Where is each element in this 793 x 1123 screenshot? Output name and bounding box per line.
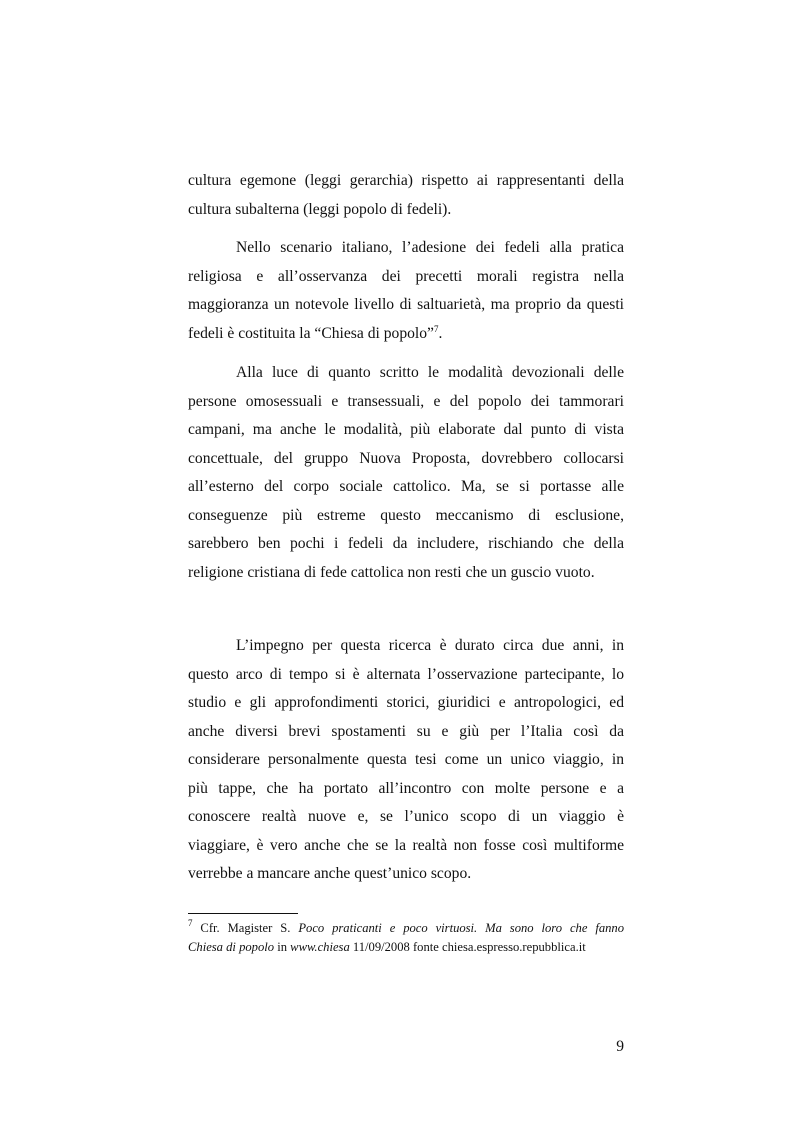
paragraph-4 — [188, 632, 624, 889]
footnote-number: 7 — [188, 918, 193, 928]
footnote-source: 11/09/2008 fonte chiesa.espresso.repubblica.it — [352, 940, 586, 954]
footnote-divider — [188, 913, 298, 914]
footnote-title: Poco praticanti e poco virtuosi. Ma sono loro che fanno — [298, 921, 625, 935]
text-line: questo arco di tempo si è alternata l’osservazione partecipante, lo — [188, 665, 624, 683]
text-line: conoscere realtà nuove e, se l’unico scopo di un viaggio è — [188, 808, 624, 825]
text-line: più tappe, che ha portato all’incontro con molte persone e a — [188, 779, 624, 797]
footnote-in: in — [277, 940, 288, 954]
text-line: verrebbe a mancare anche quest’unico scopo. — [188, 865, 472, 882]
footnote — [188, 919, 624, 957]
text-line: religione cristiana di fede cattolica non resti che un guscio vuoto. — [188, 563, 595, 581]
text-line: concettuale, del gruppo Nuova Proposta, dovrebbero collocarsi — [188, 449, 624, 467]
text-line: cultura subalterna (leggi popolo di fedeli). — [188, 200, 452, 218]
text-line: studio e gli approfondimenti storici, giuridici e antropologici, ed — [188, 694, 624, 711]
text-line-with-note — [188, 320, 624, 349]
text-line: fedeli è costituita la “Chiesa di popolo” — [188, 324, 434, 342]
text-line: all’esterno del corpo sociale cattolico. Ma, se si portasse alle — [188, 478, 624, 495]
text-line: maggioranza un notevole livello di saltuarietà, ma proprio da questi — [188, 296, 624, 313]
text-line: persone omosessuali e transessuali, e del popolo dei tammorari — [188, 392, 624, 410]
text-line: Nello scenario italiano, l’adesione dei fedeli alla pratica — [236, 239, 624, 256]
footnote-site: www.chiesa — [290, 940, 350, 954]
text-line: campani, ma anche le modalità, più elaborate dal punto di vista — [188, 421, 624, 438]
footnote-author: Cfr. Magister S. — [200, 921, 291, 935]
text-line: conseguenze più estreme questo meccanismo di esclusione, — [188, 506, 624, 524]
footnote-line — [188, 938, 624, 957]
paragraph-2 — [188, 234, 624, 348]
sentence-end: . — [438, 324, 443, 342]
footnote-title-cont: Chiesa di popolo — [188, 940, 275, 954]
text-line: L’impegno per questa ricerca è durato circa due anni, in — [236, 637, 624, 654]
text-line: religiosa e all’osservanza dei precetti morali registra nella — [188, 267, 624, 285]
text-line: Alla luce di quanto scritto le modalità devozionali delle — [236, 364, 624, 381]
text-line: sarebbero ben pochi i fedeli da includere, rischiando che della — [188, 535, 624, 552]
footnote-reference[interactable]: 7 — [433, 323, 439, 334]
paragraph-1 — [188, 167, 624, 224]
text-line: viaggiare, è vero anche che se la realtà non fosse così multiforme — [188, 836, 624, 854]
footnote-line — [188, 919, 624, 938]
page-number: 9 — [616, 1038, 624, 1055]
paragraph-3 — [188, 359, 624, 587]
text-line: anche diversi brevi spostamenti su e giù per l’Italia così da — [188, 722, 624, 740]
text-line: cultura egemone (leggi gerarchia) rispetto ai rappresentanti della — [188, 172, 624, 189]
text-line: considerare personalmente questa tesi come un unico viaggio, in — [188, 751, 624, 768]
